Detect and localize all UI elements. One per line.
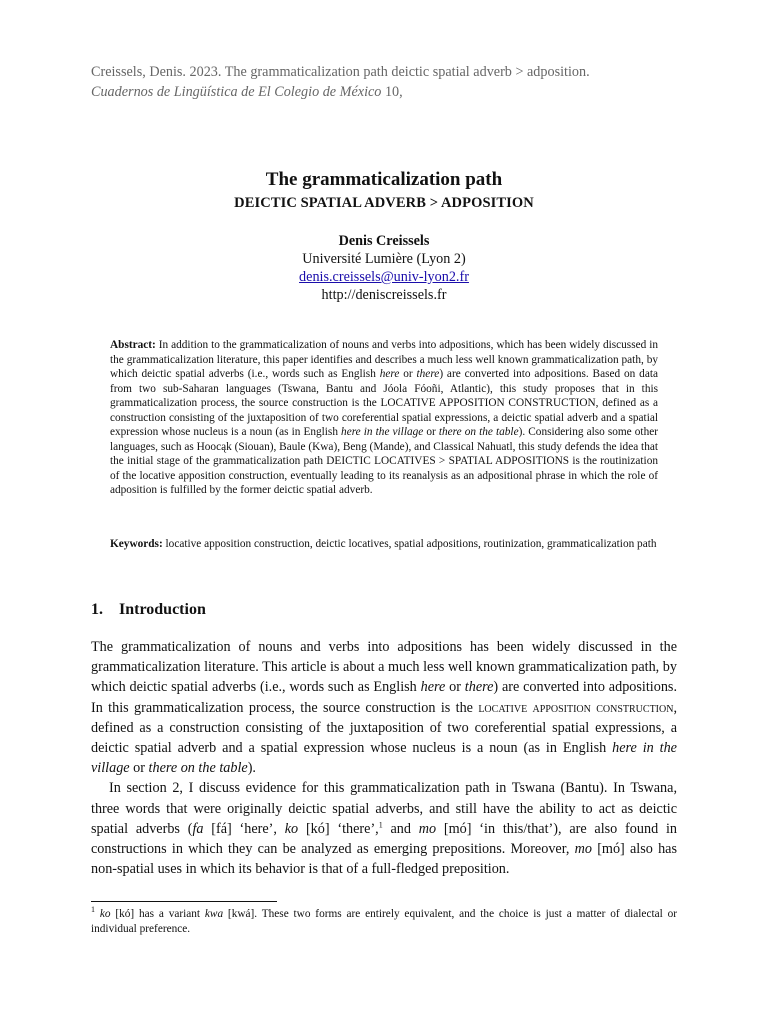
example-word: ko (284, 820, 299, 837)
body-text (91, 637, 677, 879)
text-run: or (445, 679, 465, 696)
gloss: [mó] ‘in this/that’), are also found in constructions in which they can be analyzed as emerging prepositions. Moreover, (91, 820, 677, 858)
abstract-example: there on the table (438, 426, 519, 438)
title-block (0, 168, 768, 214)
abstract-label: Abstract: (110, 339, 156, 351)
abstract-example: here in the village (341, 426, 424, 438)
footnote-divider (91, 901, 277, 902)
text-run: and (382, 820, 419, 837)
text-run: [kwá]. These two forms are entirely equivalent, and the choice is just a matter of dialectal or individual preference. (91, 908, 677, 935)
example-word: mo (574, 841, 592, 858)
author-block (0, 232, 768, 304)
footnote-number: 1 (91, 905, 95, 915)
author-email-link[interactable]: denis.creissels@univ-lyon2.fr (299, 269, 469, 285)
text-run: In section 2, I discuss evidence for this grammaticalization path in Tswana (Bantu). In Tswana, three words that were originally deictic spatial adverbs, and still have the ability to act as deictic spatial adverbs ( (91, 780, 677, 837)
term-small-caps: locative apposition construction (478, 699, 674, 716)
section-title: Introduction (119, 601, 206, 618)
gloss: [kó] ‘there’, (298, 820, 379, 837)
text-run: ). (247, 760, 256, 777)
keywords-label: Keywords: (110, 538, 163, 550)
gloss: [fá] ‘here’, (203, 820, 285, 837)
example-phrase: here in the village (91, 740, 677, 777)
footnote-ref[interactable]: 1 (378, 820, 383, 830)
paragraph (91, 637, 677, 778)
abstract (110, 338, 658, 498)
example-word: mo (418, 820, 437, 837)
abstract-text: or (399, 368, 417, 380)
author-name: Denis Creissels (338, 233, 430, 249)
abstract-text: or (423, 426, 439, 438)
journal-volume: 10, (381, 84, 403, 100)
citation-line: Creissels, Denis. 2023. The grammaticalization path deictic spatial adverb > adposition. (91, 64, 590, 80)
paper-title: The grammaticalization path (265, 169, 503, 190)
example-word: ko (99, 908, 111, 920)
example-word: here (420, 679, 446, 696)
abstract-text: In addition to the grammaticalization of nouns and verbs into adpositions, which has been widely discussed in the grammaticalization literature, this paper identifies and describes a much less well known grammaticalization path, by which deictic spatial adverbs (i.e., words such as English (110, 339, 658, 380)
text-run: or (129, 760, 149, 777)
example-word: there (464, 679, 494, 696)
section-number: 1. (91, 601, 103, 618)
example-phrase: there on the table (148, 760, 248, 777)
citation-journal-line (91, 82, 691, 102)
example-word: kwa (204, 908, 224, 920)
citation-header (91, 62, 691, 102)
abstract-example: here (379, 368, 400, 380)
abstract-text: ) are converted into adpositions. Based on data from two sub-Saharan languages (Tswana, Bantu and Jóola Fóoñi, Atlantic), this study proposes that in this grammaticalization process, the source construction is the LOCATIVE APPOSITION CONSTRUCTION, defined as a construction consisting of the juxtaposition of two coreferential spatial expressions, a deictic spatial adverb and a spatial expression whose nucleus is a noun (as in English (110, 368, 658, 438)
author-affiliation: Université Lumière (Lyon 2) (302, 251, 466, 267)
text-run: [kó] has a variant (110, 908, 205, 920)
journal-name: Cuadernos de Lingüística de El Colegio de México (91, 84, 382, 100)
paragraph (91, 778, 677, 879)
section-heading (91, 600, 206, 620)
text-run: The grammaticalization of nouns and verbs into adpositions has been widely discussed in the grammaticalization literature. This article is about a much less well known grammaticalization path, by which deictic spatial adverbs (i.e., words such as English (91, 639, 677, 696)
text-run: ) are converted into adpositions. In this grammaticalization process, the source construction is the (91, 679, 677, 716)
paper-subtitle: DEICTIC SPATIAL ADVERB > ADPOSITION (234, 195, 534, 211)
author-website: http://deniscreissels.fr (321, 287, 447, 303)
abstract-example: there (416, 368, 440, 380)
abstract-text: ). Considering also some other languages, such as Hoocąk (Siouan), Baule (Kwa), Beng (Mande), and Classical Nahuatl, this study defends the idea that the initial stage of the grammaticalization path DEICTIC LOCATIVES > SPATIAL ADPOSITIONS is the routinization of the locative apposition construction, eventually leading to its reanalysis as an adpositional phrase in which the role of adposition is fulfilled by the former deictic spatial adverb. (110, 426, 658, 496)
keywords-text: locative apposition construction, deictic locatives, spatial adpositions, routinization, grammaticalization path (162, 538, 657, 550)
example-word: fa (192, 820, 204, 837)
text-run: [mó] also has non-spatial uses in which its behavior is that of a full-fledged preposition. (91, 841, 677, 878)
keywords (110, 537, 658, 552)
text-run: , defined as a construction consisting of the juxtaposition of two coreferential spatial expressions, a deictic spatial adverb and a spatial expression whose nucleus is a noun (as in English (91, 699, 677, 757)
footnote (91, 907, 677, 937)
